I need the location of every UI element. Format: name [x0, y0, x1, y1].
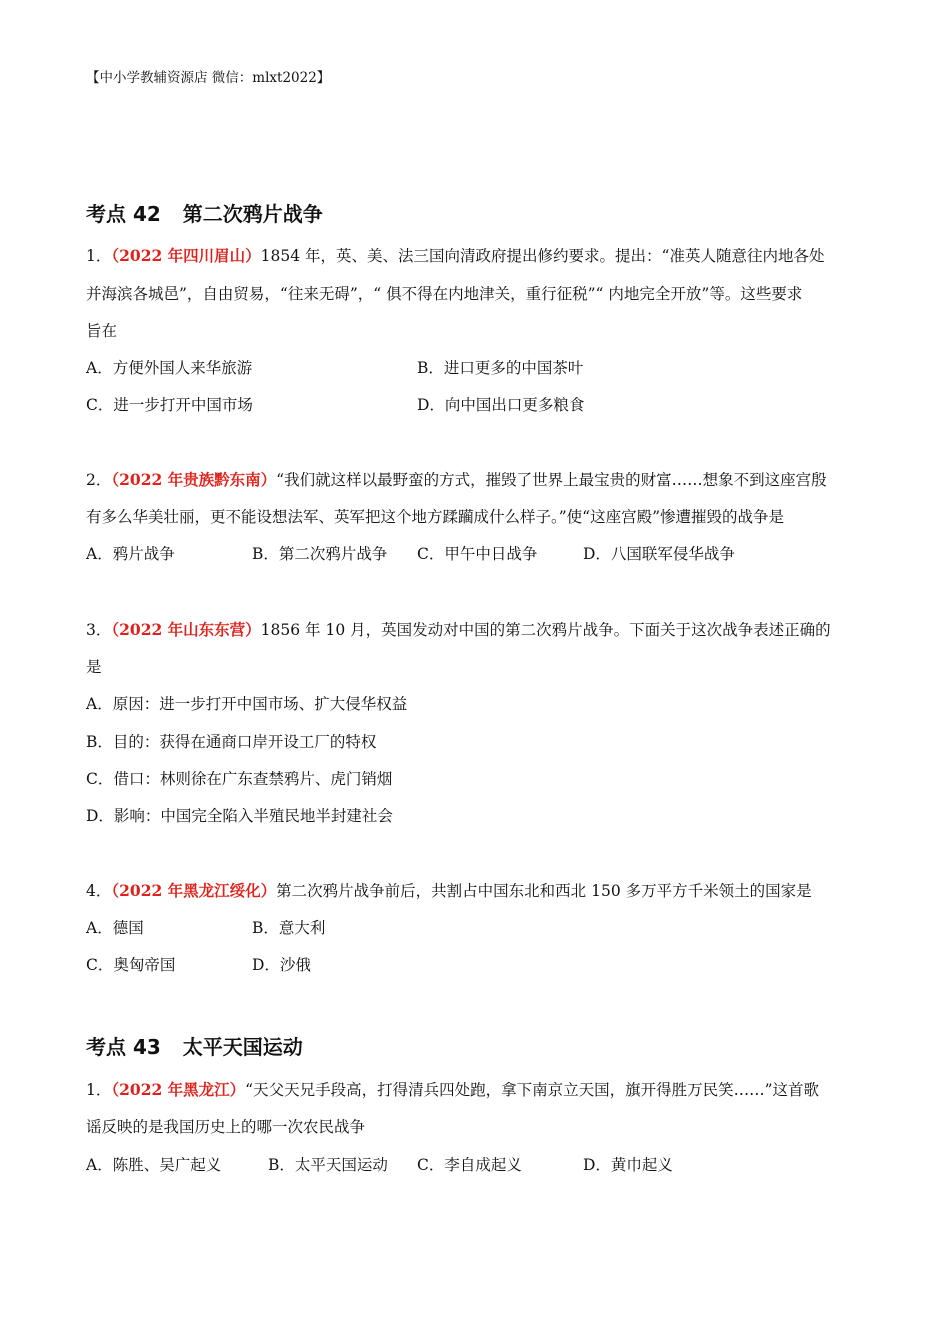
question-source: （2022 年山东东营） — [111, 620, 261, 639]
question-2-line-1 — [86, 469, 876, 491]
question-43-1-line-2: 谣反映的是我国历史上的哪一次农民战争 — [86, 1118, 366, 1136]
question-3-line-1 — [86, 619, 876, 641]
option-b: B．意大利 — [252, 919, 326, 937]
question-2-line-2: 有多么华美壮丽，更不能设想法军、英军把这个地方蹂躏成什么样子。”使“这座宫殿”惨遭摧毁的战争是 — [86, 508, 785, 526]
option-c: C．进一步打开中国市场 — [86, 396, 253, 414]
option-a: A．方便外国人来华旅游 — [86, 359, 253, 377]
option-d: D．八国联军侵华战争 — [583, 545, 735, 563]
question-number: 4． — [86, 882, 112, 900]
header-note: 【中小学教辅资源店 微信：mlxt2022】 — [86, 70, 331, 86]
section-title-text: 太平天国运动 — [182, 1035, 303, 1059]
question-source: （2022 年黑龙江绥化） — [111, 881, 277, 900]
question-3-line-2: 是 — [86, 658, 102, 676]
question-1-line-3: 旨在 — [86, 322, 118, 340]
section-title-43 — [86, 1033, 303, 1061]
option-d: D．黄巾起义 — [583, 1156, 673, 1174]
option-a: A．原因：进一步打开中国市场、扩大侵华权益 — [86, 695, 408, 713]
section-title-42 — [86, 200, 323, 228]
option-c: C．甲午中日战争 — [417, 545, 538, 563]
question-1-line-2: 并海滨各城邑”，自由贸易，“往来无碍”，“ 俱不得在内地津关，重行征税”“ 内地完全开放”等。这些要求 — [86, 285, 803, 303]
question-text: “我们就这样以最野蛮的方式，摧毁了世界上最宝贵的财富……想象不到这座宫殷 — [276, 471, 827, 489]
question-text: “天父天兄手段高，打得清兵四处跑，拿下南京立天国，旗开得胜万民笑……”这首歌 — [245, 1081, 820, 1099]
question-1-line-1 — [86, 245, 876, 267]
question-text: 1856 年 10 月，英国发动对中国的第二次鸦片战争。下面关于这次战争表述正确的 — [260, 621, 831, 639]
option-c: C．李自成起义 — [417, 1156, 522, 1174]
option-a: A．陈胜、吴广起义 — [86, 1156, 222, 1174]
question-text: 1854 年，英、美、法三国向清政府提出修约要求。提出：“准英人随意往内地各处 — [260, 247, 825, 265]
option-c: C．借口：林则徐在广东查禁鸦片、虎门销烟 — [86, 770, 393, 788]
question-4-line-1 — [86, 880, 876, 902]
section-number: 考点 42 — [86, 202, 161, 226]
question-number: 3． — [86, 621, 112, 639]
question-source: （2022 年四川眉山） — [111, 246, 261, 265]
section-number: 考点 43 — [86, 1035, 161, 1059]
option-b: B．第二次鸦片战争 — [252, 545, 388, 563]
question-43-1-line-1 — [86, 1079, 876, 1101]
option-b: B．太平天国运动 — [268, 1156, 388, 1174]
option-b: B．目的：获得在通商口岸开设工厂的特权 — [86, 733, 377, 751]
option-a: A．德国 — [86, 919, 144, 937]
question-number: 1． — [86, 1081, 112, 1099]
question-source: （2022 年黑龙江） — [111, 1080, 246, 1099]
option-a: A．鸦片战争 — [86, 545, 175, 563]
option-c: C．奥匈帝国 — [86, 956, 176, 974]
option-d: D．沙俄 — [252, 956, 311, 974]
option-d: D．影响：中国完全陷入半殖民地半封建社会 — [86, 807, 393, 825]
question-text: 第二次鸦片战争前后，共割占中国东北和西北 150 多万平方千米领土的国家是 — [276, 882, 812, 900]
question-source: （2022 年贵族黔东南） — [111, 470, 277, 489]
question-number: 1． — [86, 247, 112, 265]
option-d: D．向中国出口更多粮食 — [417, 396, 585, 414]
option-b: B．进口更多的中国茶叶 — [417, 359, 584, 377]
question-number: 2． — [86, 471, 112, 489]
section-title-text: 第二次鸦片战争 — [182, 202, 323, 226]
